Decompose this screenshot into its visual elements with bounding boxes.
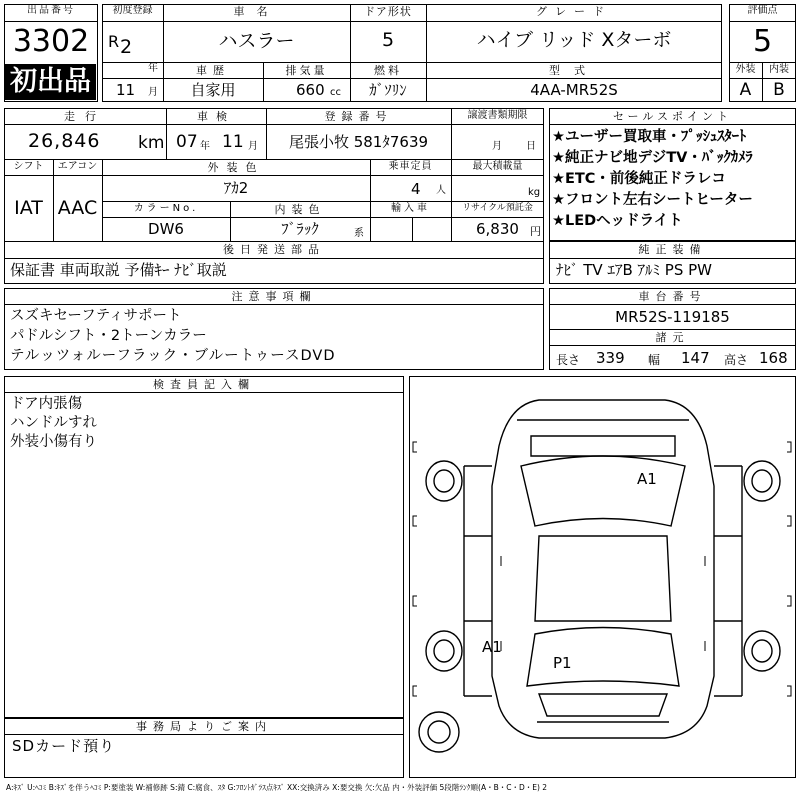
grade-label: グレード xyxy=(536,5,612,18)
first-registration-label: 初度登録 xyxy=(112,5,153,16)
displacement-label: 排気量 xyxy=(285,64,328,77)
year-unit: 年 xyxy=(148,63,158,74)
sales-point-item: ★純正ナビ地デジTV・ﾊﾞｯｸｶﾒﾗ xyxy=(552,150,753,166)
sales-point-item: ★ETC・前後純正ドラレコ xyxy=(552,171,726,187)
damage-legend: A:ｷｽﾞ U:ﾍｺﾐ B:ｷｽﾞを伴うﾍｺﾐ P:要塗装 W:補修跡 S:錆 C:腐食、ｽﾀ G:ﾌﾛﾝﾄｶﾞﾗｽ点ｷｽﾞ XX:交換済み X:要交換 欠:欠品 内・外装評価 5段階ﾗﾝｸ順(A・B・C・D・E) 2 xyxy=(6,783,548,792)
first-registration-year: 2 xyxy=(120,36,133,58)
inspection-year-unit: 年 xyxy=(200,141,210,152)
damage-mark-left-rear: A1 xyxy=(482,638,502,656)
sales-point-item: ★フロント左右シートヒーター xyxy=(552,192,753,208)
exterior-label: 外装 xyxy=(735,64,756,75)
office-note: SDカード預り xyxy=(12,737,116,755)
displacement-unit: cc xyxy=(330,87,341,98)
month-unit: 月 xyxy=(148,87,158,98)
inspection-month-unit: 月 xyxy=(248,141,258,152)
transfer-deadline-label: 譲渡書類期限 xyxy=(467,110,528,121)
history: 自家用 xyxy=(190,81,236,99)
score: 5 xyxy=(752,24,773,59)
bracket-marks xyxy=(413,442,791,696)
interior-color-unit: 系 xyxy=(354,228,364,239)
aircon-label: エアコン xyxy=(57,161,98,172)
mileage-unit: km xyxy=(138,133,165,153)
inspector-notes xyxy=(10,395,97,452)
capacity: 4 xyxy=(411,180,421,198)
doors-label: ドア形状 xyxy=(364,5,412,18)
width-label: 幅 xyxy=(648,353,661,367)
inspection-year: 07 xyxy=(176,132,198,152)
car-diagram xyxy=(409,376,796,778)
first-listing-badge: 初出品 xyxy=(5,64,96,100)
office-label: 事務局よりご案内 xyxy=(136,720,272,733)
inspector-line: ドア内張傷 xyxy=(10,396,83,412)
lot-number-label: 出品番号 xyxy=(27,5,75,16)
car-name-label: 車名 xyxy=(233,5,280,18)
fuel: ｶﾞｿﾘﾝ xyxy=(369,81,407,99)
exterior-color-label: 外装色 xyxy=(207,161,265,174)
era-mark: R xyxy=(108,32,120,51)
mileage: 26,846 xyxy=(28,130,101,152)
notes-list xyxy=(10,306,336,366)
sales-points-list xyxy=(552,127,794,232)
recycle-unit: 円 xyxy=(530,225,541,238)
damage-mark-roof: A1 xyxy=(637,470,657,488)
chassis-label: 車台番号 xyxy=(638,290,707,303)
mileage-label: 走行 xyxy=(64,110,106,123)
lot-number: 3302 xyxy=(12,24,90,59)
shift: IAT xyxy=(14,197,43,219)
inspection-month: 11 xyxy=(222,132,244,152)
fuel-label: 燃料 xyxy=(374,64,402,77)
score-label: 評価点 xyxy=(747,5,778,16)
registration-number: 尾張小牧 581ﾀ7639 xyxy=(288,133,429,151)
transfer-month-unit: 月 xyxy=(492,141,502,152)
car-outline xyxy=(464,400,742,738)
recycle-label: リサイクル預託金 xyxy=(462,203,533,213)
specs-label: 諸元 xyxy=(655,331,690,344)
notes-label: 注意事項欄 xyxy=(231,290,317,303)
history-label: 車歴 xyxy=(196,64,230,77)
sales-point-item: ★LEDヘッドライト xyxy=(552,213,683,229)
inspection-label: 車検 xyxy=(197,110,235,123)
import-label: 輸入車 xyxy=(391,203,430,214)
interior-color-label: 内装色 xyxy=(274,203,326,216)
transfer-day-unit: 日 xyxy=(526,141,536,152)
later-items: 保証書 車両取説 予備ｷｰ ﾅﾋﾞ取説 xyxy=(10,261,227,279)
door-handles xyxy=(501,556,705,651)
max-load-label: 最大積載量 xyxy=(472,161,523,172)
interior-label: 内装 xyxy=(769,64,789,75)
note-line: テルッツォルーフラック・ブルートゥースDVD xyxy=(10,348,336,364)
interior-grade: B xyxy=(773,80,785,100)
displacement: 660 xyxy=(296,81,325,99)
equipment: ﾅﾋﾞ TV ｴｱB ｱﾙﾐ PS PW xyxy=(556,261,712,279)
later-items-label: 後日発送部品 xyxy=(223,243,325,256)
inspector-line: ハンドルすれ xyxy=(10,415,97,431)
car-name: ハスラー xyxy=(218,30,295,52)
exterior-grade: A xyxy=(739,80,752,100)
wheel-icons xyxy=(419,461,780,752)
sales-point-item: ★ユーザー買取車・ﾌﾟｯｼｭｽﾀｰﾄ xyxy=(552,129,747,145)
recycle-fee: 6,830 xyxy=(476,220,519,238)
height: 168 xyxy=(759,349,788,367)
sales-points-label: セールスポイント xyxy=(612,110,732,123)
inspector-label: 検査員記入欄 xyxy=(153,378,255,391)
equipment-label: 純正装備 xyxy=(638,243,707,256)
grade: ハイブ リッド Xターボ xyxy=(476,29,672,51)
max-load-unit: kg xyxy=(528,187,541,198)
color-number-label: カラーNo. xyxy=(133,203,199,214)
length-label: 長さ xyxy=(556,353,581,367)
note-line: スズキセーフティサポート xyxy=(10,308,182,324)
model: 4AA-MR52S xyxy=(530,81,618,99)
doors: 5 xyxy=(381,29,395,51)
inspector-line: 外装小傷有り xyxy=(10,434,97,450)
chassis-number: MR52S-119185 xyxy=(615,308,730,326)
width: 147 xyxy=(681,349,710,367)
shift-label: シフト xyxy=(13,161,44,172)
damage-mark-rear: P1 xyxy=(553,654,572,672)
aircon: AAC xyxy=(57,197,98,219)
length: 339 xyxy=(596,349,625,367)
capacity-label: 乗車定員 xyxy=(388,161,433,172)
model-label: 型式 xyxy=(549,64,599,77)
height-label: 高さ xyxy=(724,353,749,367)
exterior-color: ｱｶ2 xyxy=(223,179,249,197)
interior-color: ﾌﾞﾗｯｸ xyxy=(281,220,319,238)
first-registration-month: 11 xyxy=(116,81,136,99)
note-line: パドルシフト・2トーンカラー xyxy=(10,328,207,344)
capacity-unit: 人 xyxy=(436,185,446,196)
color-number: DW6 xyxy=(148,220,184,238)
registration-number-label: 登録番号 xyxy=(324,110,393,123)
